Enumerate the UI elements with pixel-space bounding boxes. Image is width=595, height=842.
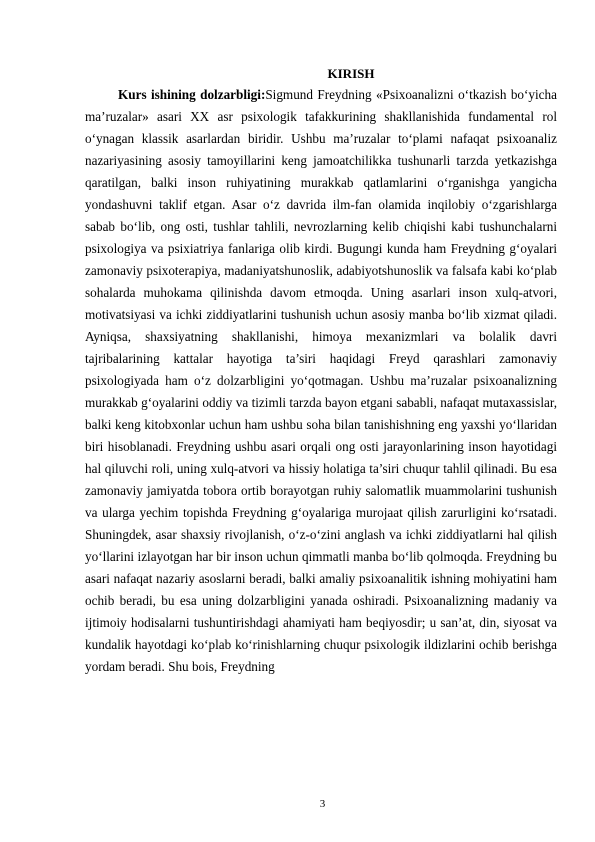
page-number: 3 xyxy=(319,798,326,810)
body-paragraph xyxy=(85,84,557,678)
document-page xyxy=(85,64,557,678)
section-heading: KIRISH xyxy=(327,66,375,81)
lead-label: Kurs ishining dolzarbligi: xyxy=(118,87,266,102)
paragraph-text: Sigmund Freydning «Psixoanalizni o‘tkazish bo‘yicha ma’ruzalar» asari XX asr psixologik tafakkurining shakllanishida fundamental rol o‘ynagan klassik asarlardan biridir. Ushbu ma’ruzalar to‘plami nafaqat psixoanaliz nazariyasining asosiy tamoyillarini keng jamoatchilikka tushunarli tarzda yetkazishga qaratilgan, balki inson ruhiyatining murakkab qatlamlarini o‘rganishga yangicha yondashuvni taklif etgan. Asar o‘z davrida ilm-fan olamida inqilobiy o‘zgarishlarga sabab bo‘lib, ong osti, tushlar tahlili, nevrozlarning kelib chiqishi kabi tushunchalarni psixologiya va psixiatriya fanlariga olib kirdi. Bugungi kunda ham Freydning g‘oyalari zamonaviy psixoterapiya, madaniyatshunoslik, adabiyotshunoslik va falsafa kabi ko‘plab sohalarda muhokama qilinishda davom etmoqda. Uning asarlari inson xulq-atvori, motivatsiyasi va ichki ziddiyatlarini tushunish uchun asosiy manba bo‘lib xizmat qiladi. Ayniqsa, shaxsiyatning shakllanishi, himoya mexanizmlari va bolalik davri tajribalarining kattalar hayotiga ta’siri haqidagi Freyd qarashlari zamonaviy psixologiyada ham o‘z dolzarbligini yo‘qotmagan. Ushbu ma’ruzalar psixoanalizning murakkab g‘oyalarini oddiy va tizimli tarzda bayon etgani sababli, nafaqat mutaxassislar, balki keng kitobxonlar uchun ham ushbu soha bilan tanishishning eng yaxshi yo‘llaridan biri hisoblanadi. Freydning ushbu asari orqali ong osti jarayonlarining inson hayotidagi hal qiluvchi roli, uning xulq-atvori va hissiy holatiga ta’siri chuqur tahlil qilinadi. Bu esa zamonaviy jamiyatda tobora ortib borayotgan ruhiy salomatlik muammolarini tushunish va ularga yechim topishda Freydning g‘oyalariga murojaat qilish zarurligini ko‘rsatadi. Shuningdek, asar shaxsiy rivojlanish, o‘z-o‘zini anglash va ichki ziddiyatlarni hal qilish yo‘llarini izlayotgan har bir inson uchun qimmatli manba bo‘lib qolmoqda. Freydning bu asari nafaqat nazariy asoslarni beradi, balki amaliy psixoanalitik ishning mohiyatini ham ochib beradi, bu esa uning dolzarbligini yanada oshiradi. Psixoanalizning madaniy va ijtimoiy hodisalarni tushuntirishdagi ahamiyati ham beqiyosdir; u san’at, din, siyosat va kundalik hayotdagi ko‘plab ko‘rinishlarning chuqur psixologik ildizlarini ochib berishga yordam beradi. Shu bois, Freydning xyxy=(85,87,557,674)
